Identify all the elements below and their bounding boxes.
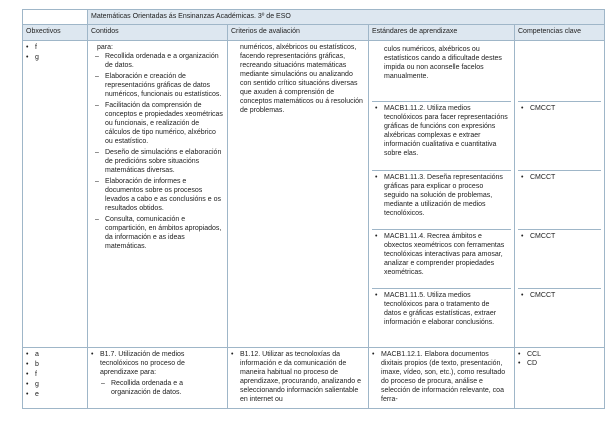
objective-item: • g xyxy=(26,380,84,390)
objective-item: • f xyxy=(26,370,84,380)
content-item: – Elaboración e creación de representacións gráficas de datos numéricos, funcionais ou estatísticos. xyxy=(95,72,224,99)
competence-item: • CD xyxy=(518,359,601,368)
col-header-objectives: Obxectivos xyxy=(23,25,88,41)
competence-item: • CMCCT xyxy=(521,104,598,113)
competence-item: • CCL xyxy=(518,350,601,359)
table-row xyxy=(23,41,605,348)
competences-cell xyxy=(515,41,605,348)
content-item: – Facilitación da comprensión de conceptos e propiedades xeométricas ou funcionais, e realización de cálculos de tipo numérico, alxébrico ou estatístico. xyxy=(95,101,224,146)
title-blank-cell xyxy=(23,10,88,25)
standards-cell xyxy=(369,348,515,409)
competence-block xyxy=(518,43,601,102)
content-heading: • B1.7. Utilización de medios tecnolóxicos no proceso de aprendizaxe para: xyxy=(91,350,224,377)
competence-block xyxy=(518,289,601,345)
standard-block xyxy=(372,230,511,289)
competence-block xyxy=(518,102,601,171)
column-header-row xyxy=(23,25,605,41)
objectives-cell xyxy=(23,348,88,409)
competence-item: • CMCCT xyxy=(521,173,598,182)
standard-item: • MACB1.11.4. Recrea ámbitos e obxectos xeométricos con ferramentas tecnolóxicas interactivas para amosar, analizar e comprender propiedades xeométricas. xyxy=(375,232,508,277)
standard-block xyxy=(372,171,511,230)
standard-item: • MACB1.11.2. Utiliza medios tecnolóxicos para facer representacións gráficas de funcións con expresións alxébricas complexas e extraer información cualitativa e cuantitativa sobre elas. xyxy=(375,104,508,158)
standard-item: • MACB1.11.5. Utiliza medios tecnolóxicos para o tratamento de datos e gráficas estatísticas, extraer información e elaborar conclusións. xyxy=(375,291,508,327)
content-item: – Recollida ordenada e a organización de datos. xyxy=(95,52,224,70)
criteria-cell xyxy=(228,41,369,348)
table-title: Matemáticas Orientadas ás Ensinanzas Académicas. 3º de ESO xyxy=(88,10,605,25)
contents-intro: para: xyxy=(97,44,113,51)
competences-cell xyxy=(515,348,605,409)
competence-block xyxy=(518,230,601,289)
contents-cell xyxy=(88,348,228,409)
curriculum-table xyxy=(22,9,605,409)
objectives-cell xyxy=(23,41,88,348)
criteria-cell xyxy=(228,348,369,409)
objective-item: • f xyxy=(26,43,84,53)
col-header-criteria: Criterios de avaliación xyxy=(228,25,369,41)
col-header-competences: Competencias clave xyxy=(515,25,605,41)
col-header-contents: Contidos xyxy=(88,25,228,41)
competence-block xyxy=(518,171,601,230)
col-header-standards: Estándares de aprendizaxe xyxy=(369,25,515,41)
content-item: – Consulta, comunicación e compartición, en ámbitos apropiados, da información e as ideas matemáticas. xyxy=(95,215,224,251)
content-item: – Recollida ordenada e a organización de datos. xyxy=(101,379,224,397)
standard-block xyxy=(372,102,511,171)
table-title-row xyxy=(23,10,605,25)
standards-cell xyxy=(369,41,515,348)
table-row xyxy=(23,348,605,409)
content-item: – Elaboración de informes e documentos sobre os procesos levados a cabo e as conclusións e os resultados obtidos. xyxy=(95,177,224,213)
standard-item: • MACB1.12.1. Elabora documentos dixitais propios (de texto, presentación, imaxe, vídeo, son, etc.), como resultado do proceso de procura, análise e selección de información relevante, coa ferra- xyxy=(372,350,511,404)
contents-cell xyxy=(88,41,228,348)
objective-item: • e xyxy=(26,390,84,400)
objective-item: • b xyxy=(26,360,84,370)
competence-item: • CMCCT xyxy=(521,291,598,300)
objective-item: • g xyxy=(26,53,84,63)
criteria-text: • B1.12. Utilizar as tecnoloxías da información e da comunicación de maneira habitual no proceso de aprendizaxe, procurando, analizando e seleccionando información salientable en internet ou xyxy=(231,350,365,404)
content-item: – Deseño de simulacións e elaboración de predicións sobre situacións matemáticas diversas. xyxy=(95,148,224,175)
objective-item: • a xyxy=(26,350,84,360)
competence-item: • CMCCT xyxy=(521,232,598,241)
standard-block xyxy=(372,289,511,345)
standard-item: • MACB1.11.3. Deseña representacións gráficas para explicar o proceso seguido na solución de problemas, mediante a utilización de medios tecnolóxicos. xyxy=(375,173,508,218)
standard-item: culos numéricos, alxébricos ou estatísticos cando a dificultade destes impida ou non aconselle facelos manualmente. xyxy=(372,43,511,102)
criteria-text: numéricos, alxébricos ou estatísticos, facendo representacións gráficas, recreando situacións matemáticas mediante simulacións ou analizando con sentido crítico situacións diversas que axuden á comprensión de conceptos matemáticos ou á resolución de problemas. xyxy=(240,44,363,114)
